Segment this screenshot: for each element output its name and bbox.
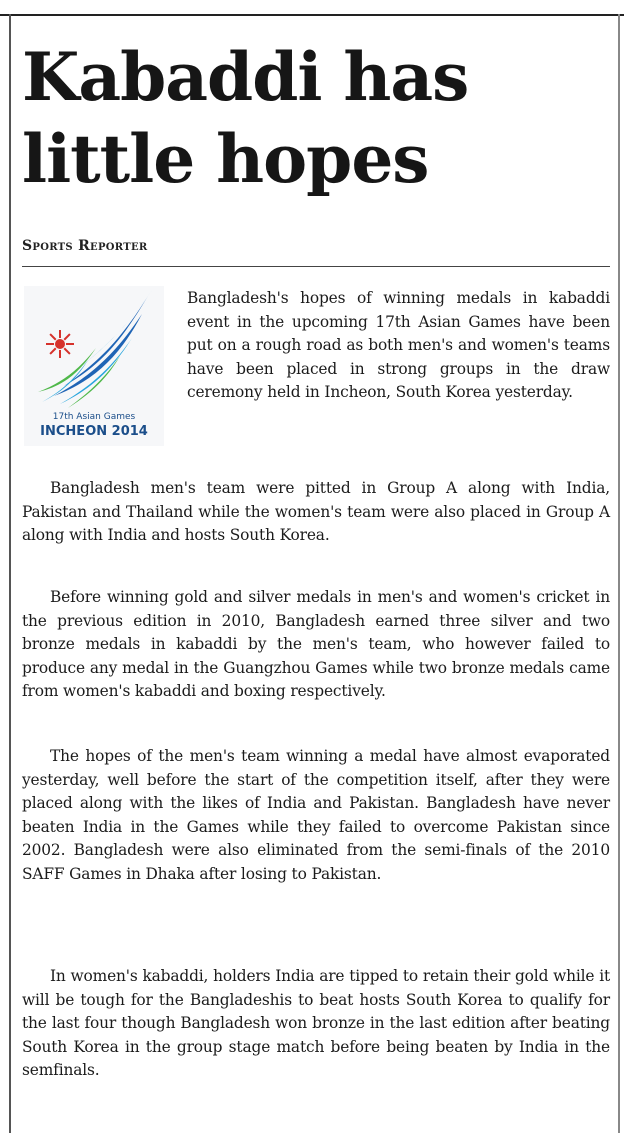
logo-subtitle: 17th Asian Games bbox=[52, 412, 136, 422]
top-border bbox=[0, 14, 624, 16]
paragraph-3: Before winning gold and silver medals in men's and women's cricket in the previous edition in 2010, Bangladesh earned three silver and two bronze medals in kabaddi by the men's team, who however failed to produce any medal in the Guangzhou Games while two bronze medals came from women's kabaddi and boxing respectively. bbox=[22, 588, 610, 701]
incheon-emblem-icon bbox=[24, 286, 164, 411]
headline: Kabaddi has little hopes bbox=[22, 38, 469, 198]
right-border bbox=[618, 14, 620, 1133]
logo-title: INCHEON 2014 bbox=[40, 424, 148, 439]
left-border bbox=[9, 14, 11, 1133]
byline-rule bbox=[22, 266, 610, 267]
byline: Sports Reporter bbox=[22, 238, 148, 254]
paragraph-2: Bangladesh men's team were pitted in Group A along with India, Pakistan and Thailand while the women's team were also placed in Group A along with India and hosts South Korea. bbox=[22, 479, 610, 545]
paragraph-1: Bangladesh's hopes of winning medals in kabaddi event in the upcoming 17th Asian Games have been put on a rough road as both men's and women's teams have been placed in strong groups in the draw ceremony held in Incheon, South Korea yesterday. bbox=[187, 289, 610, 402]
paragraph-4: The hopes of the men's team winning a medal have almost evaporated yesterday, well before the start of the competition itself, after they were placed along with the likes of India and Pakistan. Bangladesh have never beaten India in the Games while they failed to overcome Pakistan since 2002. Bangladesh were also eliminated from the semi-finals of the 2010 SAFF Games in Dhaka after losing to Pakistan. bbox=[22, 747, 610, 883]
asian-games-logo bbox=[24, 286, 164, 446]
paragraph-5: In women's kabaddi, holders India are tipped to retain their gold while it will be tough for the Bangladeshis to beat hosts South Korea to qualify for the last four though Bangladesh won bronze in the last edition after beating South Korea in the group stage match before being beaten by India in the semfinals. bbox=[22, 967, 610, 1080]
